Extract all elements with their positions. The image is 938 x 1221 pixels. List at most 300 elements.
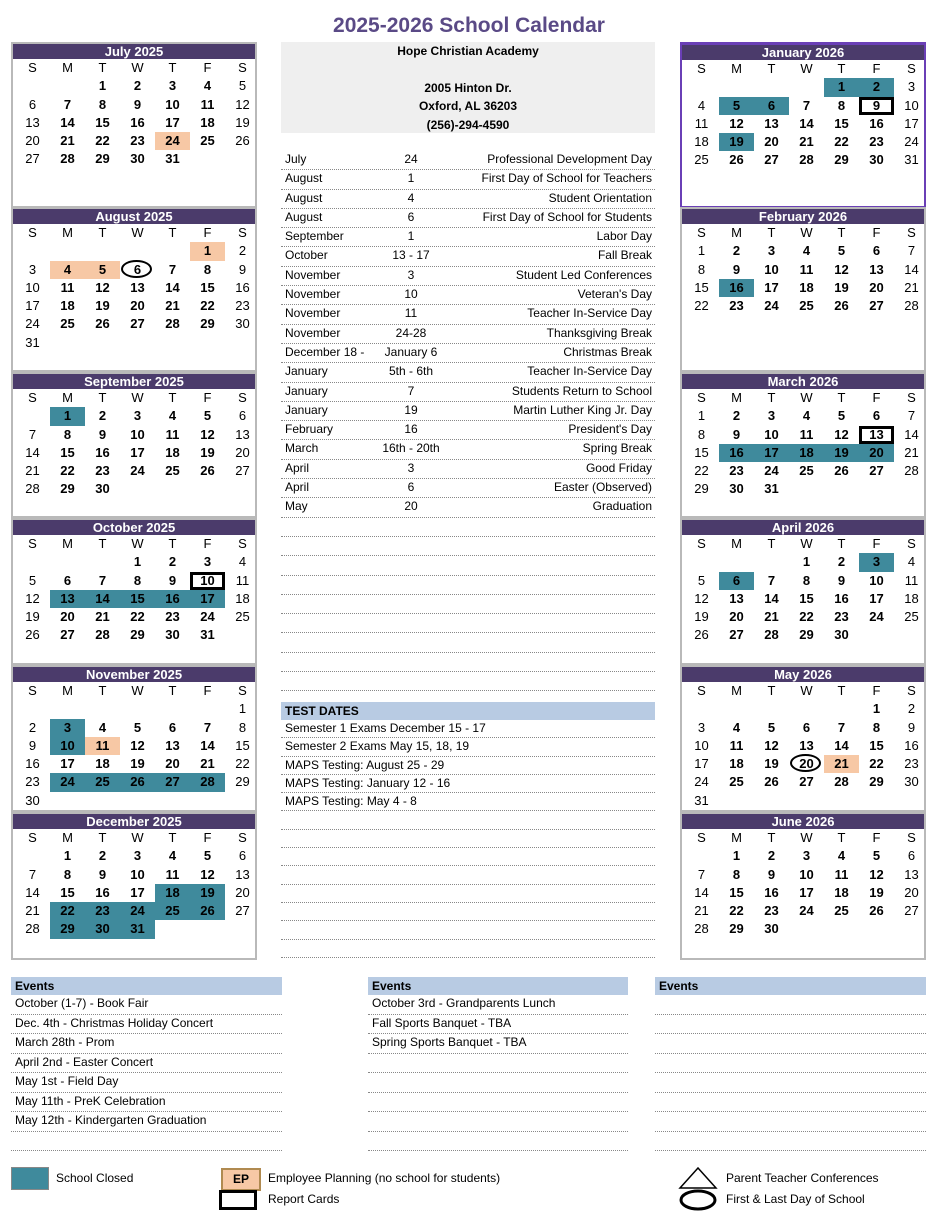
month-calendar: [11, 665, 257, 812]
day-cell: 11: [694, 115, 709, 131]
date-row-month: November: [285, 267, 341, 282]
weekday-header: S: [238, 225, 247, 240]
day-cell: 5: [719, 97, 754, 115]
blank-line: [655, 1015, 926, 1035]
day-cell: 26: [834, 298, 849, 314]
date-row-event: First Day of School for Teachers: [481, 171, 652, 186]
day-cell: 20: [859, 444, 894, 462]
day-cell: 17: [754, 444, 789, 462]
month-title: March 2026: [682, 374, 924, 389]
day-cell: 2: [837, 554, 846, 570]
weekday-header: T: [168, 536, 177, 551]
day-cell: 15: [60, 884, 75, 900]
school-street: 2005 Hinton Dr.: [424, 80, 512, 95]
day-cell: 14: [694, 884, 709, 900]
date-row: [281, 363, 655, 382]
day-cell: 16: [719, 444, 754, 462]
weekday-header: W: [800, 225, 813, 240]
day-cell: 28: [904, 463, 919, 479]
day-cell: 31: [764, 481, 779, 497]
weekday-header: M: [731, 61, 742, 76]
day-cell: 19: [719, 133, 754, 151]
empty-cell: [120, 700, 155, 718]
day-cell: 5: [133, 719, 142, 735]
day-cell: 2: [907, 701, 916, 717]
day-cell: 8: [63, 866, 72, 882]
weekday-header: T: [767, 61, 776, 76]
date-row-month: January: [285, 402, 328, 417]
day-cell: 21: [824, 755, 859, 773]
weekday-header: T: [837, 683, 846, 698]
day-cell: 8: [63, 426, 72, 442]
day-cell: 30: [834, 627, 849, 643]
empty-cell: [719, 553, 754, 571]
date-row: [281, 460, 655, 479]
date-row-event: Students Return to School: [511, 383, 652, 398]
school-info: [281, 42, 655, 133]
day-cell: 13: [25, 114, 40, 130]
day-cell: 12: [95, 279, 110, 295]
day-cell: 25: [694, 152, 709, 168]
day-cell: 12: [235, 96, 250, 112]
day-cell: 13: [904, 866, 919, 882]
blank-line: [281, 518, 655, 537]
day-cell: 22: [729, 903, 744, 919]
day-cell: 1: [50, 407, 85, 425]
weekday-header: S: [697, 390, 706, 405]
day-cell: 18: [155, 884, 190, 902]
blank-line: [655, 1112, 926, 1132]
day-cell: 17: [694, 756, 709, 772]
date-row-month: May: [285, 499, 308, 514]
day-cell: 15: [694, 279, 709, 295]
day-cell: 4: [168, 848, 177, 864]
day-cell: 28: [190, 773, 225, 791]
weekday-header: M: [62, 60, 73, 75]
empty-cell: [15, 77, 50, 95]
day-cell: 19: [764, 756, 779, 772]
oval-icon: [678, 1188, 718, 1212]
legend-rc-label: Report Cards: [268, 1192, 340, 1206]
day-cell: 8: [238, 719, 247, 735]
day-cell: 24: [904, 134, 919, 150]
day-cell: 2: [98, 848, 107, 864]
weekday-header: T: [837, 830, 846, 845]
date-row-month: November: [285, 325, 341, 340]
event-item: Fall Sports Banquet - TBA: [368, 1015, 628, 1035]
weekday-header: S: [28, 683, 37, 698]
day-cell: 18: [95, 756, 110, 772]
day-cell: 23: [729, 463, 744, 479]
day-cell: 18: [165, 444, 180, 460]
weekday-header: W: [131, 390, 144, 405]
weekday-header: W: [800, 536, 813, 551]
day-cell: 25: [165, 463, 180, 479]
date-row: [281, 344, 655, 363]
weekday-header: T: [767, 536, 776, 551]
day-cell: 21: [694, 903, 709, 919]
day-cell: 1: [802, 554, 811, 570]
day-cell: 27: [235, 463, 250, 479]
date-row: [281, 209, 655, 228]
weekday-header: T: [837, 61, 846, 76]
day-cell: 10: [764, 261, 779, 277]
day-cell: 20: [729, 609, 744, 625]
day-cell: 14: [85, 590, 120, 608]
date-row: [281, 170, 655, 189]
day-cell: 16: [235, 279, 250, 295]
day-cell: 2: [732, 243, 741, 259]
day-cell: 14: [60, 114, 75, 130]
weekday-header: S: [28, 390, 37, 405]
day-cell: 13: [235, 866, 250, 882]
day-cell: 22: [50, 902, 85, 920]
date-row-date: 13 - 17: [392, 248, 430, 263]
day-cell: 26: [694, 627, 709, 643]
day-cell: 3: [767, 243, 776, 259]
day-cell: 20: [235, 884, 250, 900]
blank-line: [655, 995, 926, 1015]
date-row-event: Professional Development Day: [487, 152, 652, 166]
day-cell: 30: [904, 774, 919, 790]
day-cell: 25: [235, 609, 250, 625]
day-cell: 2: [168, 554, 177, 570]
day-cell: 8: [837, 97, 846, 113]
day-cell: 8: [802, 572, 811, 588]
day-cell: 15: [60, 444, 75, 460]
day-cell: 14: [764, 590, 779, 606]
day-cell: 25: [200, 133, 215, 149]
day-cell: 23: [165, 609, 180, 625]
day-cell: 6: [63, 572, 72, 588]
day-cell: 27: [130, 316, 145, 332]
day-cell: 5: [767, 719, 776, 735]
date-row-event: Martin Luther King Jr. Day: [513, 402, 652, 417]
blank-line: [368, 1132, 628, 1152]
day-cell: 8: [872, 719, 881, 735]
day-cell: 16: [25, 756, 40, 772]
day-cell: 7: [907, 243, 916, 259]
day-cell: 19: [190, 884, 225, 902]
day-cell: 9: [98, 426, 107, 442]
test-date-item: MAPS Testing: August 25 - 29: [281, 757, 655, 775]
day-cell: 9: [907, 719, 916, 735]
empty-cell: [824, 700, 859, 718]
day-cell: 17: [130, 444, 145, 460]
day-cell: 9: [732, 261, 741, 277]
blank-line: [655, 1054, 926, 1074]
day-cell: 11: [165, 426, 180, 442]
blank-line: [281, 614, 655, 633]
day-cell: 1: [872, 701, 881, 717]
weekday-header: W: [800, 61, 813, 76]
day-cell: 17: [764, 279, 779, 295]
month-title: October 2025: [13, 520, 255, 535]
event-item: October 3rd - Grandparents Lunch: [368, 995, 628, 1015]
day-cell: 29: [834, 152, 849, 168]
blank-line: [281, 633, 655, 652]
day-cell: 24: [799, 903, 814, 919]
empty-cell: [684, 553, 719, 571]
day-cell: 3: [50, 719, 85, 737]
day-cell: 24: [130, 463, 145, 479]
day-cell: 16: [130, 114, 145, 130]
day-cell: 26: [190, 902, 225, 920]
day-cell: 5: [85, 261, 120, 279]
day-cell: 19: [200, 444, 215, 460]
weekday-header: F: [203, 60, 212, 75]
day-cell: 9: [98, 866, 107, 882]
weekday-header: F: [203, 536, 212, 551]
day-cell: 4: [168, 408, 177, 424]
empty-cell: [15, 407, 50, 425]
day-cell: 18: [799, 279, 814, 295]
day-cell: 19: [834, 279, 849, 295]
event-item: March 28th - Prom: [11, 1034, 282, 1054]
weekday-header: S: [697, 61, 706, 76]
day-cell: 4: [238, 554, 247, 570]
day-cell: 3: [168, 78, 177, 94]
legend-report-card-box: [219, 1190, 257, 1210]
day-cell: 11: [729, 737, 744, 753]
day-cell: 4: [802, 408, 811, 424]
day-cell: 18: [200, 114, 215, 130]
day-cell: 5: [837, 243, 846, 259]
day-cell: 5: [203, 408, 212, 424]
date-row-month: July: [285, 152, 307, 166]
date-row: [281, 286, 655, 305]
day-cell: 19: [95, 298, 110, 314]
day-cell: 6: [907, 848, 916, 864]
day-cell: 23: [95, 463, 110, 479]
test-dates-heading: TEST DATES: [281, 702, 655, 720]
day-cell: 15: [95, 114, 110, 130]
day-cell: 23: [764, 903, 779, 919]
date-row-event: First Day of School for Students: [482, 209, 652, 224]
day-cell: 22: [60, 463, 75, 479]
month-calendar: [11, 372, 257, 518]
day-cell: 20: [904, 884, 919, 900]
weekday-header: S: [238, 60, 247, 75]
day-cell: 1: [238, 701, 247, 717]
day-cell: 31: [165, 151, 180, 167]
day-cell: 14: [25, 884, 40, 900]
date-row: [281, 325, 655, 344]
day-cell: 21: [904, 279, 919, 295]
weekday-header: T: [98, 830, 107, 845]
empty-cell: [120, 242, 155, 260]
test-date-item: Semester 2 Exams May 15, 18, 19: [281, 738, 655, 756]
day-cell: 2: [732, 408, 741, 424]
day-cell: 16: [719, 279, 754, 297]
day-cell: 13: [869, 261, 884, 277]
day-cell: 1: [63, 848, 72, 864]
day-cell: 3: [802, 848, 811, 864]
day-cell: 29: [130, 627, 145, 643]
date-row: [281, 402, 655, 421]
day-cell: 10: [694, 737, 709, 753]
day-cell: 28: [25, 481, 40, 497]
empty-cell: [719, 78, 754, 96]
empty-cell: [15, 242, 50, 260]
day-cell: 30: [25, 792, 40, 808]
day-cell: 12: [834, 426, 849, 442]
weekday-header: W: [800, 390, 813, 405]
day-cell: 6: [238, 408, 247, 424]
date-row-event: Spring Break: [582, 441, 652, 456]
month-calendar: [680, 372, 926, 518]
date-row-date: 6: [407, 480, 415, 495]
day-cell: 1: [190, 242, 225, 260]
day-cell: 29: [694, 481, 709, 497]
date-row-date: 1: [407, 171, 415, 186]
day-cell: 29: [869, 774, 884, 790]
legend-closed-swatch: [11, 1167, 49, 1190]
date-row-event: Labor Day: [596, 229, 652, 244]
day-cell: 2: [133, 78, 142, 94]
day-cell: 5: [203, 848, 212, 864]
day-cell: 3: [767, 408, 776, 424]
day-cell: 24: [764, 298, 779, 314]
day-cell: 8: [203, 261, 212, 277]
day-cell: 29: [50, 920, 85, 938]
day-cell: 25: [799, 463, 814, 479]
day-cell: 23: [729, 298, 744, 314]
day-cell: 20: [60, 609, 75, 625]
blank-line: [655, 1073, 926, 1093]
day-cell: 28: [60, 151, 75, 167]
empty-cell: [85, 700, 120, 718]
legend-ep-swatch: EP: [221, 1168, 261, 1191]
day-cell: 14: [165, 279, 180, 295]
day-cell: 23: [869, 134, 884, 150]
day-cell: 15: [729, 884, 744, 900]
day-cell: 6: [28, 96, 37, 112]
date-row-date: 11: [404, 306, 418, 321]
weekday-header: T: [767, 683, 776, 698]
blank-line: [281, 866, 655, 884]
events-heading: Events: [655, 977, 926, 995]
day-cell: 21: [95, 609, 110, 625]
day-cell: 9: [238, 261, 247, 277]
day-cell: 25: [729, 774, 744, 790]
day-cell: 22: [235, 756, 250, 772]
day-cell: 10: [50, 737, 85, 755]
date-row: [281, 228, 655, 247]
month-calendar: [11, 42, 257, 208]
day-cell: 23: [130, 133, 145, 149]
day-cell: 14: [904, 426, 919, 442]
day-cell: 30: [130, 151, 145, 167]
day-cell: 25: [60, 316, 75, 332]
date-row-month: January: [285, 383, 328, 398]
weekday-header: T: [168, 683, 177, 698]
day-cell: 17: [799, 884, 814, 900]
date-row-date: 20: [404, 499, 418, 514]
events-heading: Events: [368, 977, 628, 995]
weekday-header: T: [767, 225, 776, 240]
day-cell: 21: [200, 756, 215, 772]
month-calendar: [680, 812, 926, 960]
day-cell: 20: [165, 756, 180, 772]
weekday-header: T: [168, 390, 177, 405]
day-cell: 31: [904, 152, 919, 168]
day-cell: 8: [732, 866, 741, 882]
weekday-header: W: [800, 683, 813, 698]
event-item: May 11th - PreK Celebration: [11, 1093, 282, 1113]
day-cell: 26: [200, 463, 215, 479]
empty-cell: [50, 700, 85, 718]
day-cell: 28: [764, 627, 779, 643]
legend-ep-label: Employee Planning (no school for students): [268, 1171, 501, 1185]
day-cell: 27: [235, 903, 250, 919]
weekday-header: W: [131, 60, 144, 75]
weekday-header: M: [62, 390, 73, 405]
day-cell: 18: [694, 134, 709, 150]
weekday-header: S: [697, 225, 706, 240]
day-cell: 11: [165, 866, 180, 882]
day-cell: 4: [50, 261, 85, 279]
weekday-header: T: [98, 536, 107, 551]
day-cell: 21: [25, 463, 40, 479]
day-cell: 31: [120, 920, 155, 938]
empty-cell: [15, 553, 50, 571]
day-cell: 2: [859, 78, 894, 96]
day-cell: 27: [869, 463, 884, 479]
day-cell: 1: [732, 848, 741, 864]
month-title: November 2025: [13, 667, 255, 682]
weekday-header: M: [731, 830, 742, 845]
weekday-header: S: [697, 830, 706, 845]
date-row: [281, 498, 655, 517]
day-cell: 14: [200, 737, 215, 753]
date-row: [281, 151, 655, 170]
weekday-header: M: [62, 536, 73, 551]
date-row-month: April: [285, 460, 310, 475]
weekday-header: S: [28, 225, 37, 240]
weekday-header: S: [907, 683, 916, 698]
day-cell: 9: [168, 572, 177, 588]
day-cell: 27: [155, 773, 190, 791]
weekday-header: T: [98, 60, 107, 75]
day-cell: 31: [694, 792, 709, 808]
day-cell: 14: [904, 261, 919, 277]
day-cell: 24: [869, 609, 884, 625]
blank-line: [281, 830, 655, 848]
empty-cell: [684, 847, 719, 865]
day-cell: 23: [904, 756, 919, 772]
day-cell: 7: [697, 866, 706, 882]
day-cell: 26: [764, 774, 779, 790]
day-cell: 30: [85, 920, 120, 938]
day-cell: 24: [120, 902, 155, 920]
day-cell: 4: [837, 848, 846, 864]
date-row-event: President's Day: [568, 422, 652, 437]
day-cell: 27: [60, 627, 75, 643]
events-box-2: [368, 977, 628, 1151]
weekday-header: S: [238, 536, 247, 551]
day-cell: 30: [869, 152, 884, 168]
day-cell: 22: [799, 609, 814, 625]
empty-cell: [754, 78, 789, 96]
day-cell: 1: [133, 554, 142, 570]
month-title: June 2026: [682, 814, 924, 829]
blank-line: [655, 1132, 926, 1152]
day-cell: 24: [694, 774, 709, 790]
empty-cell: [85, 242, 120, 260]
day-cell: 19: [824, 444, 859, 462]
day-cell: 25: [799, 298, 814, 314]
